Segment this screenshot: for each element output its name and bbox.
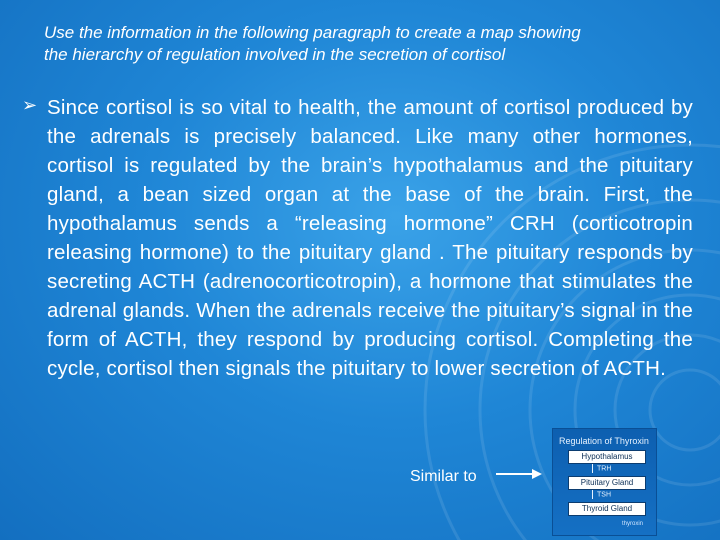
right-arrow-icon <box>496 466 544 482</box>
thumbnail-box-pituitary: Pituitary Gland <box>568 476 646 490</box>
instructions-text <box>44 22 684 66</box>
thumbnail-title: Regulation of Thyroxin <box>559 436 649 446</box>
instructions-line-2: the hierarchy of regulation involved in the secretion of cortisol <box>44 45 506 64</box>
thumbnail-connector-2 <box>592 490 611 499</box>
thumbnail-connector-2-label: TSH <box>597 491 611 499</box>
thumbnail-connector-1 <box>592 464 611 473</box>
thumbnail-box-hypothalamus: Hypothalamus <box>568 450 646 464</box>
cortisol-paragraph: Since cortisol is so vital to health, the amount of cortisol produced by the adrenals is precisely balanced. Like many other hormones, cortisol is regulated by the brain’s hypothalamus and the pituitary gland, a bean sized organ at the base of the brain. First, the hypothalamus sends a “releasing hormone” CRH (corticotropin releasing hormone) to the pituitary gland . The pituitary responds by secreting ACTH (adrenocorticotropin), a hormone that stimulates the adrenal glands. When the adrenals receive the pituitary’s signal in the form of ACTH, they respond by producing cortisol. Completing the cycle, cortisol then signals the pituitary to lower secretion of ACTH. <box>47 96 693 380</box>
thumbnail-footnote: thyroxin <box>622 521 644 527</box>
thumbnail-box-thyroid: Thyroid Gland <box>568 502 646 516</box>
instructions-line-1: Use the information in the following paragraph to create a map showing <box>44 23 581 42</box>
arrowhead-bullet-icon: ➢ <box>22 95 38 115</box>
thumbnail-connector-1-label: TRH <box>597 465 612 473</box>
similar-to-label: Similar to <box>410 468 477 485</box>
thyroxin-regulation-thumbnail <box>552 428 657 536</box>
